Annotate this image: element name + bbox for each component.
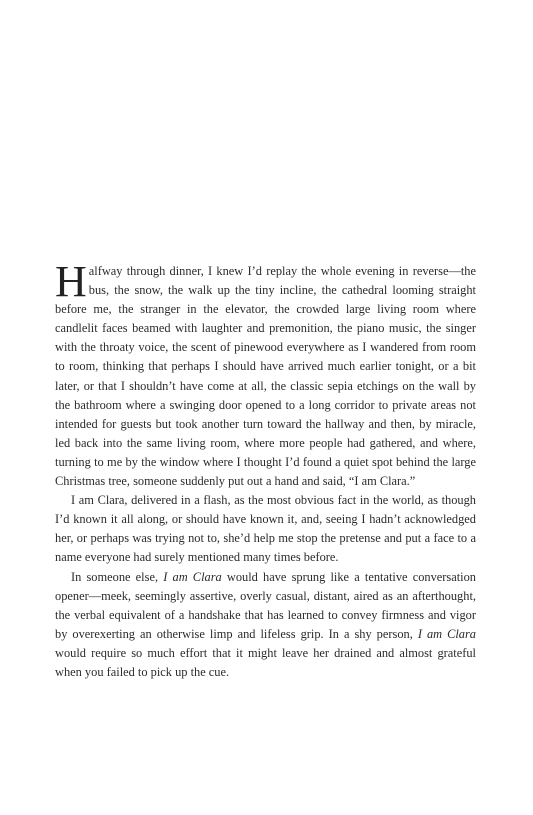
body-text [55, 257, 477, 682]
paragraph-1 [55, 257, 476, 491]
paragraph-3-text-2: would have sprung like a tentative conversation opener—meek, seemingly assertive, overly casual, distant, aired as an afterthought, the verbal equivalent of a handshake that has learned to convey firmness and vigor by overexerting an otherwise limp and lifeless grip. In a shy person, [55, 569, 476, 641]
paragraph-3-italic-1: I am Clara [163, 569, 222, 584]
paragraph-1-text: alfway through dinner, I knew I’d replay the whole evening in reverse—the bus, the snow, the walk up the tiny incline, the cathedral looming straight before me, the stranger in the elevator, the crowded large living room where candlelit faces beamed with laughter and premonition, the piano music, the singer with the throaty voice, the scent of pinewood everywhere as I wandered from room to room, thinking that perhaps I should have arrived much earlier tonight, or a bit later, or that I shouldn’t have come at all, the classic sepia etchings on the wall by the bathroom where a swinging door opened to a long corridor to private areas not intended for guests but took another turn toward the hallway and then, by miracle, led back into the same living room, where more people had gathered, and where, turning to me by the window where I thought I’d found a quiet spot behind the large Christmas tree, someone suddenly put out a hand and said, “I am Clara.” [55, 264, 476, 489]
drop-cap: H [55, 257, 87, 306]
paragraph-3-text-3: would require so much effort that it might leave her drained and almost grateful when you failed to pick up the cue. [55, 645, 476, 679]
paragraph-3-text-1: In someone else, [71, 569, 164, 584]
paragraph-3-italic-2: I am Clara [417, 626, 477, 641]
paragraph-3 [55, 568, 476, 683]
paragraph-2: I am Clara, delivered in a flash, as the most obvious fact in the world, as though I’d known it all along, or should have known it, and, seeing I hadn’t acknowledged her, or perhaps was trying not to, she’d help me stop the pretense and put a face to a name everyone had surely mentioned many times before. [55, 493, 476, 565]
